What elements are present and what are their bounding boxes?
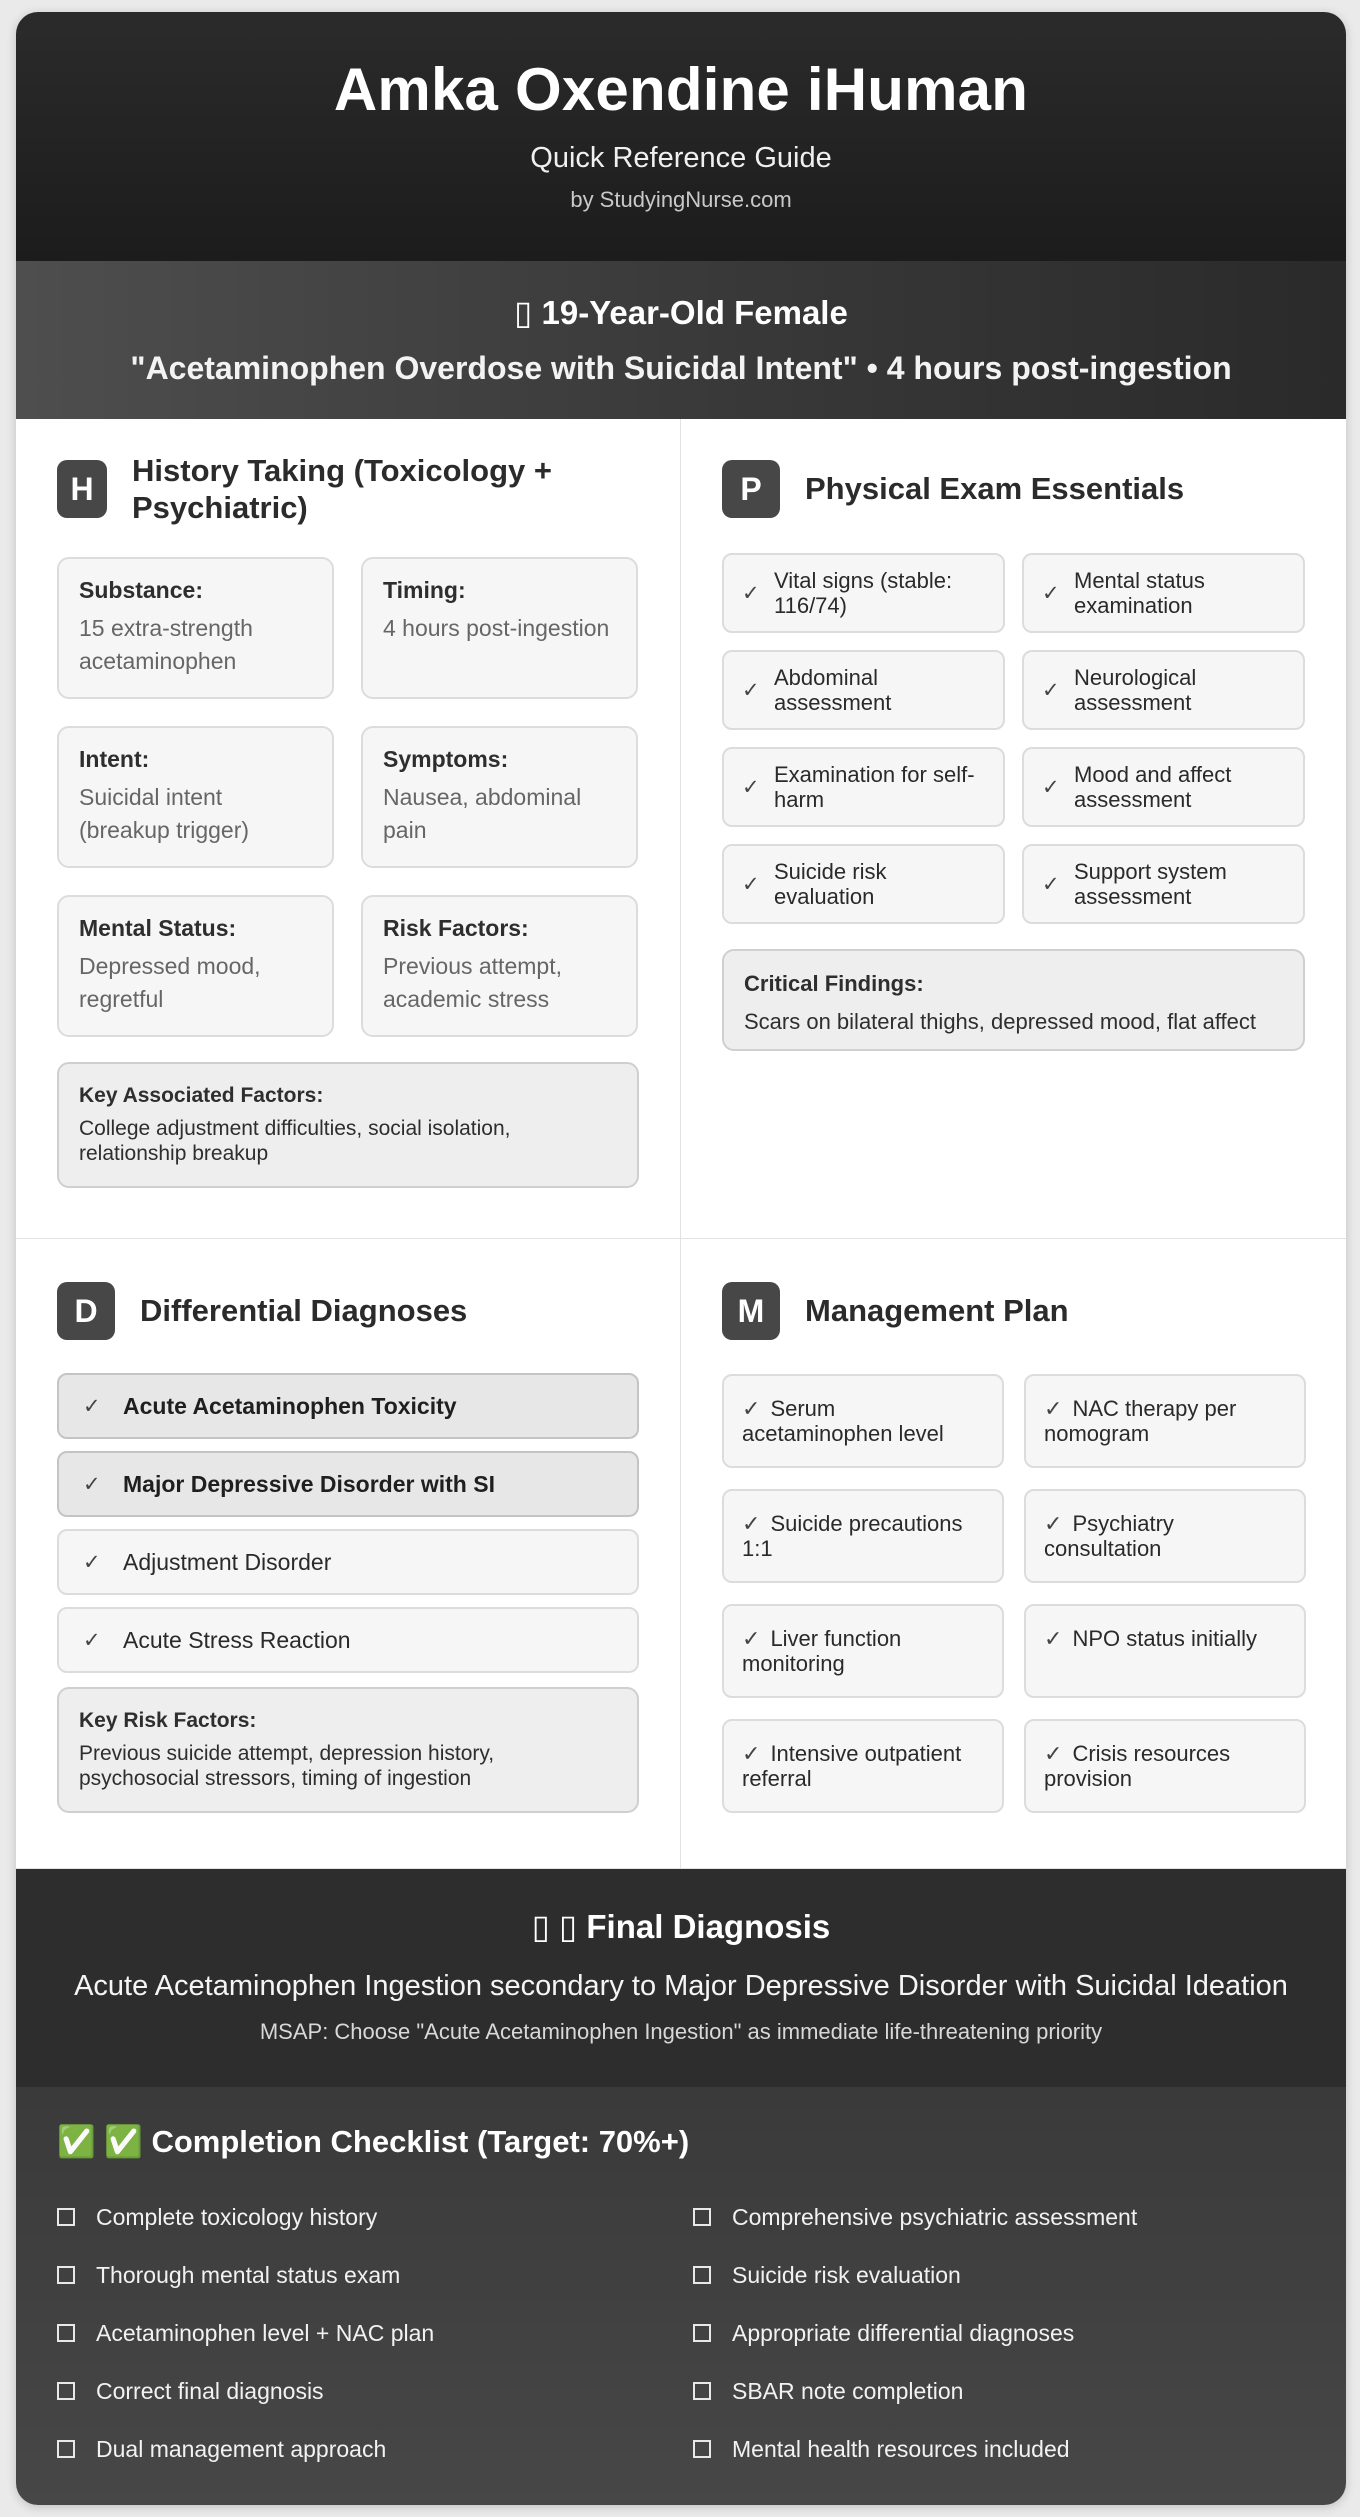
checkbox-icon[interactable] (693, 2440, 711, 2458)
exam-item (1022, 553, 1305, 633)
management-header (722, 1281, 1305, 1341)
differential-section (16, 1239, 681, 1869)
management-item-label: Crisis resources provision (1044, 1741, 1231, 1792)
history-item-value: Previous attempt, academic stress (383, 953, 562, 1013)
check-icon: ✓ (1044, 1396, 1063, 1421)
history-item (361, 726, 638, 868)
management-item (722, 1489, 1004, 1583)
history-grid (57, 557, 639, 1037)
page-title: Amka Oxendine iHuman (333, 56, 1029, 123)
check-icon: ✓ (1044, 1741, 1063, 1766)
exam-item (722, 650, 1005, 730)
management-badge: M (722, 1282, 780, 1340)
history-section (16, 419, 681, 1239)
key-risk-label: Key Risk Factors: (79, 1709, 257, 1732)
check-icon: ✓ (83, 1550, 101, 1574)
differential-item-label: Acute Stress Reaction (123, 1626, 351, 1653)
differential-item-label: Adjustment Disorder (123, 1548, 332, 1575)
management-item (1024, 1719, 1306, 1813)
check-icon: ✓ (742, 581, 760, 605)
check-icon: ✓ (742, 775, 760, 799)
checklist-item-label: Acetaminophen level + NAC plan (96, 2319, 435, 2346)
checkbox-icon[interactable] (57, 2208, 75, 2226)
patient-case: "Acetaminophen Overdose with Suicidal Intent" • 4 hours post-ingestion (130, 350, 1232, 386)
checklist-item[interactable] (693, 2420, 1293, 2478)
history-item (361, 557, 638, 699)
check-icon: ✓ (83, 1628, 101, 1652)
critical-findings (722, 949, 1305, 1051)
differential-item-label: Acute Acetaminophen Toxicity (123, 1392, 457, 1419)
history-item-label: Mental Status: (79, 915, 237, 941)
check-icon: ✓ (742, 1626, 761, 1651)
key-risk-value: Previous suicide attempt, depression history, psychosocial stressors, timing of ingestion (79, 1742, 495, 1791)
differential-list (57, 1373, 639, 1673)
checklist-item-label: Thorough mental status exam (96, 2261, 401, 2288)
check-icon: ✓ (1044, 1626, 1063, 1651)
history-header (57, 452, 639, 525)
key-associated-factors (57, 1062, 639, 1188)
check-icon: ✓ (1042, 872, 1060, 896)
management-item-label: Serum acetaminophen level (742, 1396, 944, 1447)
checklist-item-label: Comprehensive psychiatric assessment (732, 2203, 1138, 2230)
checkbox-icon[interactable] (693, 2324, 711, 2342)
physical-header (722, 459, 1305, 519)
check-icon: ✓ (742, 872, 760, 896)
final-diagnosis-title (16, 1907, 1346, 1946)
differential-header (57, 1281, 639, 1341)
checklist-item[interactable] (693, 2304, 1293, 2362)
history-item-label: Intent: (79, 746, 150, 772)
checkbox-icon[interactable] (57, 2324, 75, 2342)
checklist-heading: ✅ Completion Checklist (Target: 70%+) (104, 2124, 690, 2159)
exam-item-label: Mental status examination (1074, 567, 1205, 618)
header (16, 12, 1346, 261)
differential-title: Differential Diagnoses (140, 1293, 468, 1329)
management-item-label: Liver function monitoring (742, 1626, 902, 1677)
checkbox-icon[interactable] (57, 2440, 75, 2458)
page-subtitle: Quick Reference Guide (530, 142, 832, 174)
history-badge: H (57, 460, 107, 518)
exam-item-label: Mood and affect assessment (1074, 761, 1232, 812)
checkbox-icon[interactable] (693, 2208, 711, 2226)
exam-item-label: Examination for self-harm (774, 761, 975, 812)
page-byline: by StudyingNurse.com (570, 187, 792, 212)
history-item-label: Substance: (79, 577, 203, 603)
history-item (57, 726, 334, 868)
check-icon: ✓ (83, 1472, 101, 1496)
checklist-item-label: Mental health resources included (732, 2435, 1070, 2462)
management-item-label: Psychiatry consultation (1044, 1511, 1174, 1562)
check-icon: ✓ (1042, 581, 1060, 605)
exam-item-label: Suicide risk evaluation (774, 858, 887, 909)
check-icon: ✓ (742, 1396, 761, 1421)
checklist-item[interactable] (57, 2362, 693, 2420)
management-title: Management Plan (805, 1293, 1069, 1329)
target-icon: ▯ ▯ (531, 1908, 578, 1945)
management-item (1024, 1604, 1306, 1698)
checklist-title (57, 2123, 1305, 2160)
final-diagnosis-heading: Final Diagnosis (586, 1908, 831, 1945)
checklist-item[interactable] (57, 2188, 693, 2246)
history-item-value: 15 extra-strength acetaminophen (79, 615, 253, 675)
key-risk-factors (57, 1687, 639, 1813)
checklist-grid (57, 2188, 1305, 2478)
checklist-item-label: SBAR note completion (732, 2377, 964, 2404)
checkbox-icon[interactable] (693, 2266, 711, 2284)
exam-item-label: Support system assessment (1074, 858, 1227, 909)
history-item (57, 895, 334, 1037)
exam-item (722, 747, 1005, 827)
differential-item (57, 1607, 639, 1673)
checkbox-icon[interactable] (57, 2266, 75, 2284)
checkmark-icon: ✅ (57, 2124, 96, 2159)
physical-badge: P (722, 460, 780, 518)
checklist-item-label: Appropriate differential diagnoses (732, 2319, 1075, 2346)
checklist-item[interactable] (693, 2188, 1293, 2246)
person-icon: ▯ (514, 294, 533, 331)
history-item (361, 895, 638, 1037)
exam-item (1022, 650, 1305, 730)
management-item-label: Suicide precautions 1:1 (742, 1511, 963, 1562)
exam-item-label: Abdominal assessment (774, 664, 892, 715)
critical-findings-value: Scars on bilateral thighs, depressed mood, flat affect (744, 1009, 1256, 1034)
critical-findings-label: Critical Findings: (744, 971, 924, 996)
msap-note: MSAP: Choose "Acute Acetaminophen Ingestion" as immediate life-threatening priority (259, 2019, 1103, 2044)
completion-checklist (16, 2087, 1346, 2505)
checklist-item[interactable] (693, 2246, 1293, 2304)
key-factors-value: College adjustment difficulties, social isolation, relationship breakup (79, 1117, 511, 1166)
management-item-label: NAC therapy per nomogram (1044, 1396, 1237, 1447)
differential-badge: D (57, 1282, 115, 1340)
management-item (722, 1604, 1004, 1698)
history-item-value: Suicidal intent (breakup trigger) (79, 784, 250, 844)
history-item-value: Nausea, abdominal pain (383, 784, 582, 844)
history-item-label: Risk Factors: (383, 915, 529, 941)
check-icon: ✓ (742, 678, 760, 702)
final-diagnosis-text: Acute Acetaminophen Ingestion secondary to Major Depressive Disorder with Suicidal Ideation (74, 1970, 1288, 2002)
exam-item (1022, 747, 1305, 827)
patient-banner (16, 261, 1346, 419)
exam-item-label: Neurological assessment (1074, 664, 1197, 715)
management-section (681, 1239, 1346, 1869)
final-diagnosis (16, 1869, 1346, 2087)
checklist-item[interactable] (57, 2420, 693, 2478)
checklist-item-label: Complete toxicology history (96, 2203, 378, 2230)
management-grid (722, 1374, 1305, 1813)
management-item-label: NPO status initially (1072, 1626, 1258, 1651)
differential-item (57, 1529, 639, 1595)
check-icon: ✓ (1044, 1511, 1063, 1536)
history-item-label: Symptoms: (383, 746, 509, 772)
checklist-item-label: Correct final diagnosis (96, 2377, 324, 2404)
history-item-value: Depressed mood, regretful (79, 953, 261, 1013)
check-icon: ✓ (1042, 775, 1060, 799)
checklist-item-label: Suicide risk evaluation (732, 2261, 961, 2288)
sections-grid (16, 419, 1346, 1869)
exam-item (722, 844, 1005, 924)
differential-item (57, 1373, 639, 1439)
history-item-label: Timing: (383, 577, 466, 603)
check-icon: ✓ (742, 1511, 761, 1536)
key-factors-label: Key Associated Factors: (79, 1084, 324, 1107)
check-icon: ✓ (83, 1394, 101, 1418)
checklist-item[interactable] (693, 2362, 1293, 2420)
checklist-item[interactable] (57, 2246, 693, 2304)
differential-item (57, 1451, 639, 1517)
patient-demographic (16, 293, 1346, 332)
checkbox-icon[interactable] (693, 2382, 711, 2400)
exam-item (722, 553, 1005, 633)
physical-title: Physical Exam Essentials (805, 471, 1185, 507)
check-icon: ✓ (1042, 678, 1060, 702)
check-icon: ✓ (742, 1741, 761, 1766)
exam-item-label: Vital signs (stable: 116/74) (774, 567, 953, 618)
physical-exam-section (681, 419, 1346, 1239)
physical-grid (722, 553, 1305, 924)
exam-item (1022, 844, 1305, 924)
management-item (722, 1719, 1004, 1813)
checkbox-icon[interactable] (57, 2382, 75, 2400)
management-item-label: Intensive outpatient referral (742, 1741, 962, 1792)
management-item (1024, 1489, 1306, 1583)
reference-card (16, 12, 1346, 2505)
management-item (1024, 1374, 1306, 1468)
history-title: History Taking (Toxicology + Psychiatric) (132, 452, 552, 525)
management-item (722, 1374, 1004, 1468)
differential-item-label: Major Depressive Disorder with SI (123, 1470, 495, 1497)
checklist-item-label: Dual management approach (96, 2435, 387, 2462)
history-item-value: 4 hours post-ingestion (383, 615, 610, 641)
checklist-item[interactable] (57, 2304, 693, 2362)
history-item (57, 557, 334, 699)
patient-demographic-text: 19-Year-Old Female (541, 294, 848, 331)
